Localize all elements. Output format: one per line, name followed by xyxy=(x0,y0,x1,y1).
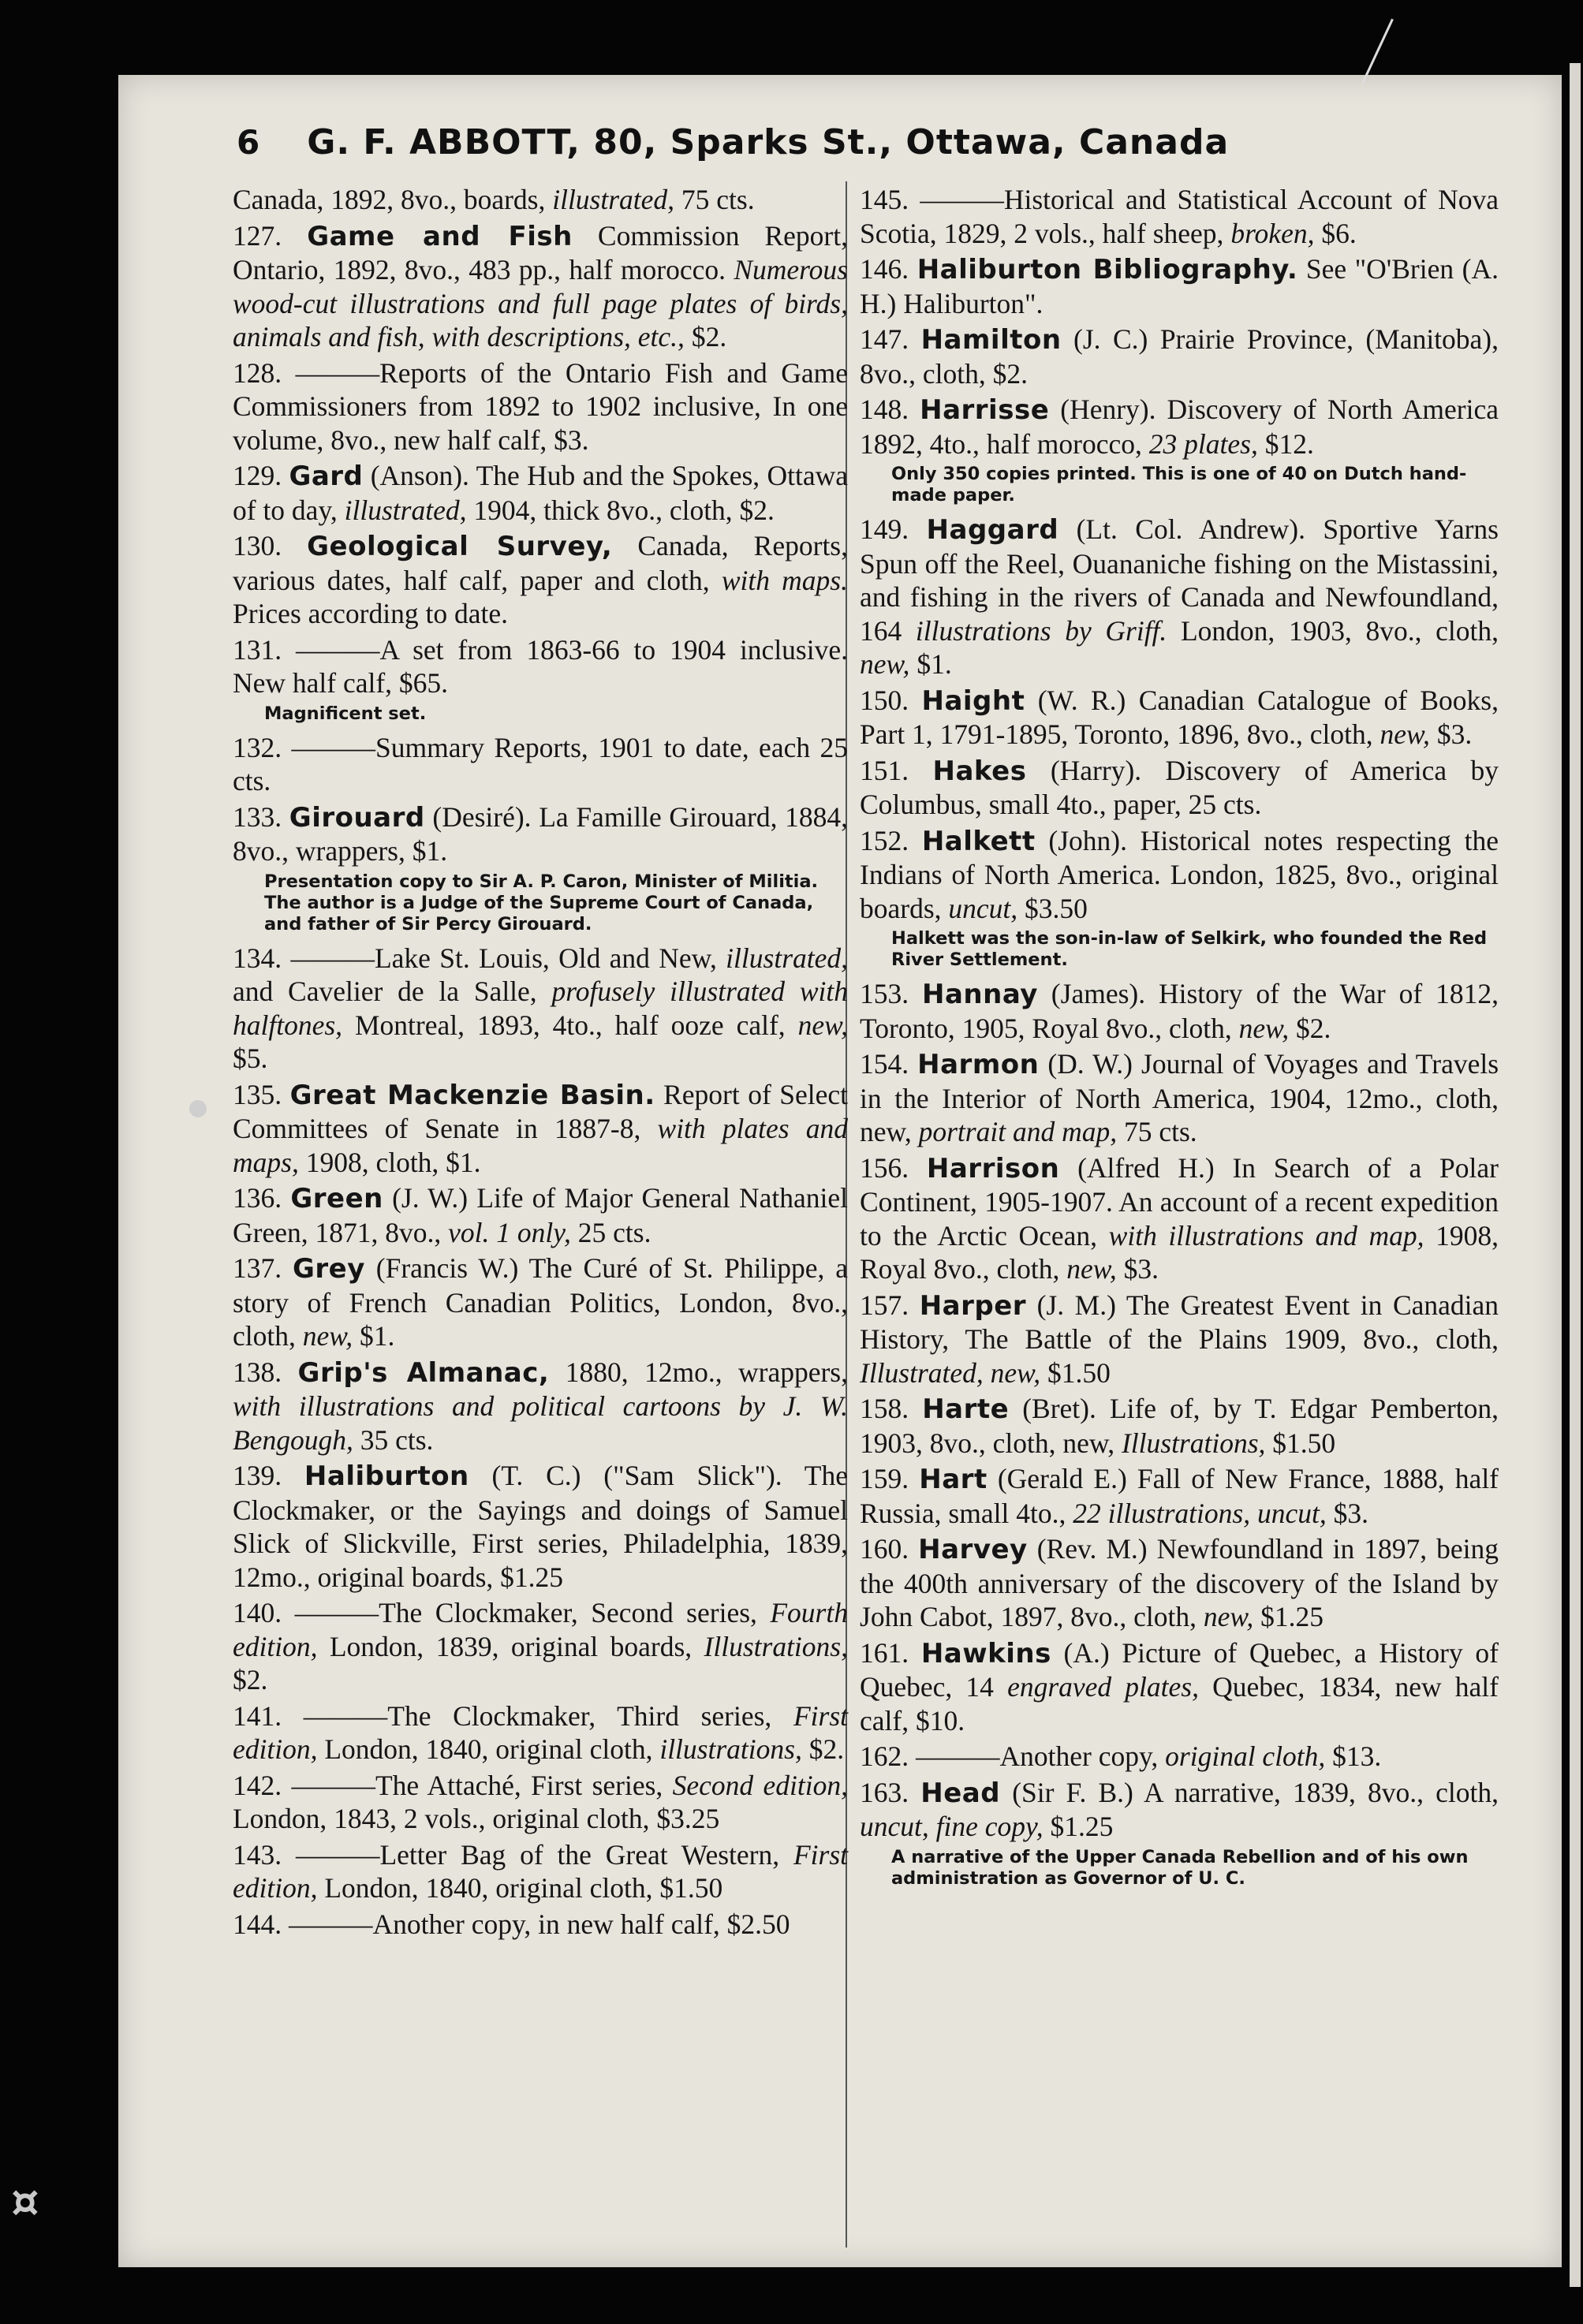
catalogue-entry xyxy=(233,459,848,527)
entry-italic: illustrated, xyxy=(552,184,675,215)
entry-text: (Anson). The Hub and the Spokes, Ottawa of to day, xyxy=(233,460,848,526)
entry-author: Grey xyxy=(293,1253,365,1285)
entry-italic: illustrated, xyxy=(726,942,848,974)
entry-text: 156. xyxy=(860,1151,927,1184)
entry-italic: Illustrations, xyxy=(704,1630,848,1662)
entry-text: $2. xyxy=(1289,1012,1331,1044)
entry-text: 35 cts. xyxy=(353,1423,434,1456)
entry-author: Hakes xyxy=(932,755,1027,787)
entry-author: Harmon xyxy=(917,1049,1040,1080)
entry-italic: broken, xyxy=(1230,217,1315,249)
catalogue-entry xyxy=(233,1769,848,1836)
entry-author: Green xyxy=(290,1183,383,1214)
catalogue-entry xyxy=(233,731,848,798)
catalogue-entry xyxy=(860,1462,1499,1530)
scan-mark xyxy=(1361,19,1394,84)
entry-text: 153. xyxy=(860,978,923,1009)
entry-text: Report of Select Committees of Senate in 1887-8, xyxy=(233,1078,848,1144)
entry-text: 163. xyxy=(860,1776,921,1808)
catalogue-entry xyxy=(860,824,1499,926)
entry-text: 162. ———Another copy, xyxy=(860,1740,1166,1772)
entry-italic: new, xyxy=(860,648,910,680)
catalogue-entry xyxy=(860,1532,1499,1634)
entry-text: 127. xyxy=(233,219,308,252)
entry-text: London, 1903, 8vo., cloth, xyxy=(1167,614,1499,647)
catalogue-entry xyxy=(233,1838,848,1905)
entry-italic: new, xyxy=(1203,1601,1254,1632)
entry-italic: illustrations by Griff. xyxy=(915,614,1167,647)
entry-text: $1.50 xyxy=(1040,1356,1111,1389)
entry-note: Presentation copy to Sir A. P. Caron, Minister of Militia. The author is a Judge of the Supreme Court of Canada, and father of Sir Percy Girouard. xyxy=(264,871,819,934)
entry-italic: First edition, xyxy=(233,1699,848,1765)
entry-author: Grip's Almanac, xyxy=(297,1356,550,1389)
catalogue-entry xyxy=(860,183,1499,250)
entry-text: London, 1839, original boards, xyxy=(317,1630,704,1662)
entry-text: (D. W.) Journal of Voyages and Travels in the Interior of North America, 1904, 12mo., cloth, new, xyxy=(860,1048,1499,1147)
entry-italic: with maps. xyxy=(721,564,848,596)
entry-text: Canada, 1892, 8vo., boards, xyxy=(233,184,553,215)
entry-text: 1904, thick 8vo., cloth, $2. xyxy=(466,494,775,526)
entry-text: 150. xyxy=(860,684,922,716)
entry-italic: original cloth, xyxy=(1165,1740,1326,1772)
entry-text: 146. xyxy=(860,253,917,285)
catalogue-entry xyxy=(233,633,848,700)
entry-italic: First edition, xyxy=(233,1838,848,1904)
right-column xyxy=(860,183,1499,1896)
entry-italic: Fourth edition, xyxy=(233,1597,848,1662)
entry-text: 1908, Royal 8vo., cloth, xyxy=(860,1219,1499,1285)
entry-text: 25 cts. xyxy=(570,1216,651,1248)
entry-text: (Lt. Col. Andrew). Sportive Yarns Spun off the Reel, Ouananiche fishing on the Mistassini, and fishing in the rivers of Canada and Newfoundland, 164 xyxy=(860,513,1499,647)
entry-text: $12. xyxy=(1257,427,1314,460)
entry-text: 140. ———The Clockmaker, Second series, xyxy=(233,1597,771,1628)
entry-text: Prices according to date. xyxy=(233,598,508,629)
entry-author: Harte xyxy=(922,1393,1010,1425)
entry-text: $5. xyxy=(233,1043,268,1074)
entry-italic: illustrated, xyxy=(344,494,467,526)
entry-text: $13. xyxy=(1325,1740,1382,1772)
entry-italic: profusely illustrated with halftones, xyxy=(233,975,848,1041)
entry-text: 138. xyxy=(233,1356,298,1388)
entry-text: (J. W.) Life of Major General Nathaniel Green, 1871, 8vo., xyxy=(233,1182,849,1248)
entry-italic: new, xyxy=(797,1009,848,1041)
entry-author: Haliburton xyxy=(304,1460,469,1492)
entry-italic: with illustrations and political cartoons by J. W. Bengough, xyxy=(233,1390,848,1456)
entry-author: Harvey xyxy=(918,1534,1028,1565)
entry-text: 1908, cloth, $1. xyxy=(298,1146,481,1178)
entry-author: Hannay xyxy=(922,979,1038,1010)
catalogue-entry xyxy=(233,1699,848,1766)
entry-text: (James). History of the War of 1812, Toronto, 1905, Royal 8vo., cloth, xyxy=(860,978,1499,1044)
entry-text: and Cavelier de la Salle, xyxy=(233,975,552,1007)
entry-author: Haight xyxy=(921,685,1025,717)
entry-note: Halkett was the son-in-law of Selkirk, who founded the Red River Settlement. xyxy=(891,928,1488,970)
page-header xyxy=(237,110,1372,173)
entry-text: 75 cts. xyxy=(674,184,755,215)
entry-text: 152. xyxy=(860,824,922,856)
entry-text: $1.25 xyxy=(1253,1601,1324,1632)
entry-author: Game and Fish xyxy=(307,220,573,252)
entry-text: (Rev. M.) Newfoundland in 1897, being the 400th anniversary of the discovery of the Island by John Cabot, 1897, 8vo., cloth, xyxy=(860,1533,1499,1632)
entry-text: 143. ———Letter Bag of the Great Western, xyxy=(233,1838,793,1871)
entry-italic: vol. 1 only, xyxy=(448,1216,571,1248)
entry-text: (Henry). Discovery of North America 1892, 4to., half morocco, xyxy=(860,394,1499,460)
entry-author: Harrisse xyxy=(920,394,1050,426)
entry-text: 135. xyxy=(233,1078,290,1110)
entry-text: $1.50 xyxy=(1265,1427,1336,1459)
entry-text: $2. xyxy=(684,321,727,353)
catalogue-entry xyxy=(233,1181,848,1249)
entry-text: (Harry). Discovery of America by Columbus, small 4to., paper, 25 cts. xyxy=(860,754,1499,820)
entry-text: (Alfred H.) In Search of a Polar Continent, 1905-1907. An account of a recent expedition to the Arctic Ocean, xyxy=(860,1151,1499,1252)
catalogue-entry xyxy=(233,800,848,868)
entry-author: Gard xyxy=(289,461,364,492)
entry-italic: Second edition, xyxy=(672,1769,849,1801)
catalogue-entry xyxy=(233,183,848,217)
entry-text: 139. xyxy=(233,1460,304,1491)
entry-text: Canada, Reports, various dates, half calf, paper and cloth, xyxy=(233,530,848,596)
entry-text: London, 1843, 2 vols., original cloth, $3.25 xyxy=(233,1803,720,1834)
entry-text: 130. xyxy=(233,530,308,561)
entry-text: 151. xyxy=(860,754,933,786)
entry-text: (Sir F. B.) A narrative, 1839, 8vo., cloth, xyxy=(1000,1776,1499,1808)
entry-text: 159. xyxy=(860,1463,920,1494)
entry-author: Geological Survey, xyxy=(307,531,613,562)
entry-text: 158. xyxy=(860,1393,923,1424)
entry-text: 149. xyxy=(860,513,927,545)
entry-italic: 23 plates, xyxy=(1148,427,1258,460)
catalogue-entry xyxy=(860,1151,1499,1286)
catalogue-entry xyxy=(233,219,848,354)
entry-text: (Desiré). La Famille Girouard, 1884, 8vo., wrappers, $1. xyxy=(233,800,848,867)
entry-italic: with illustrations and map, xyxy=(1108,1219,1424,1252)
entry-text: $3. xyxy=(1116,1253,1159,1285)
ink-blot xyxy=(189,1100,207,1117)
entry-italic: Illustrated, new, xyxy=(860,1356,1041,1389)
entry-text: London, 1840, original cloth, $1.50 xyxy=(317,1872,723,1904)
left-column xyxy=(233,183,848,1943)
entry-text: (Francis W.) The Curé of St. Philippe, a story of French Canadian Politics, London, 8vo., cloth, xyxy=(233,1252,849,1352)
catalogue-entry xyxy=(233,942,848,1076)
entry-author: Head xyxy=(920,1777,1001,1809)
entry-text: 136. xyxy=(233,1182,291,1214)
entry-italic: portrait and map, xyxy=(918,1116,1118,1147)
catalogue-entry xyxy=(860,1636,1499,1738)
entry-text: 144. ———Another copy, in new half calf, $2.50 xyxy=(233,1908,790,1940)
catalogue-entry xyxy=(233,1356,848,1457)
entry-text: (J. M.) The Greatest Event in Canadian History, The Battle of the Plains 1909, 8vo., cloth, xyxy=(860,1289,1499,1355)
catalogue-entry xyxy=(233,1252,848,1353)
entry-author: Haggard xyxy=(926,514,1059,546)
entry-text: 134. ———Lake St. Louis, Old and New, xyxy=(233,942,726,974)
entry-text: $1. xyxy=(909,648,952,680)
entry-text: 137. xyxy=(233,1252,293,1284)
entry-text: Quebec, 1834, new half calf, $10. xyxy=(860,1671,1499,1736)
entry-text: See "O'Brien (A. H.) Haliburton". xyxy=(860,253,1499,319)
catalogue-entry xyxy=(233,1596,848,1697)
next-page-edge xyxy=(1570,63,1581,2287)
catalogue-entry xyxy=(860,323,1499,390)
catalogue-entry xyxy=(860,977,1499,1045)
entry-author: Harper xyxy=(919,1289,1027,1322)
entry-text: 145. ———Historical and Statistical Account of Nova Scotia, 1829, 2 vols., half sheep, xyxy=(860,184,1499,249)
catalogue-entry xyxy=(860,252,1499,320)
catalogue-entry xyxy=(860,754,1499,822)
catalogue-entry xyxy=(860,684,1499,752)
entry-text: (Gerald E.) Fall of New France, 1888, half Russia, small 4to., xyxy=(860,1463,1499,1529)
entry-text: 1880, 12mo., wrappers, xyxy=(549,1356,848,1388)
catalogue-entry xyxy=(860,1740,1499,1774)
entry-text: London, 1840, original cloth, xyxy=(317,1733,660,1765)
entry-text: $2. xyxy=(233,1664,268,1695)
entry-text: 129. xyxy=(233,460,289,491)
entry-italic: new, xyxy=(1238,1012,1290,1044)
entry-text: 75 cts. xyxy=(1117,1116,1197,1147)
entry-note: Magnificent set. xyxy=(264,703,427,724)
entry-italic: uncut, xyxy=(948,892,1018,924)
entry-author: Girouard xyxy=(289,801,425,834)
catalogue-entry xyxy=(860,1776,1499,1844)
entry-italic: Illustrations, xyxy=(1121,1427,1266,1459)
entry-text: (John). Historical notes respecting the Indians of North America. London, 1825, 8vo., original boards, xyxy=(860,824,1499,924)
entry-note: Only 350 copies printed. This is one of 40 on Dutch hand-made paper. xyxy=(891,464,1467,505)
catalogue-entry xyxy=(860,393,1499,461)
entry-italic: new, xyxy=(302,1320,353,1352)
catalogue-entry xyxy=(233,1078,848,1180)
entry-text: (Bret). Life of, by T. Edgar Pemberton, 1903, 8vo., cloth, new, xyxy=(860,1393,1499,1459)
entry-text: $3. xyxy=(1429,718,1473,750)
entry-text: $1.25 xyxy=(1043,1811,1114,1842)
entry-text: 133. xyxy=(233,800,289,833)
entry-author: Haliburton Bibliography. xyxy=(917,254,1298,285)
entry-text: 141. ———The Clockmaker, Third series, xyxy=(233,1699,793,1732)
entry-text: (T. C.) ("Sam Slick"). The Clockmaker, or the Sayings and doings of Samuel Slick of Slickville, First series, Philadelphia, 1839, 12mo., original boards, $1.25 xyxy=(233,1460,848,1593)
entry-text: 147. xyxy=(860,323,921,355)
entry-italic: with plates and maps, xyxy=(233,1113,848,1178)
entry-text: $1. xyxy=(353,1320,395,1352)
entry-text: $3. xyxy=(1326,1497,1368,1529)
entry-author: Hawkins xyxy=(920,1637,1051,1669)
entry-italic: uncut, fine copy, xyxy=(860,1811,1044,1842)
entry-text: 154. xyxy=(860,1048,918,1080)
entry-text: 128. ———Reports of the Ontario Fish and Game Commissioners from 1892 to 1902 inclusive, In one volume, 8vo., new half calf, $3. xyxy=(233,356,848,456)
entry-text: (J. C.) Prairie Province, (Manitoba), 8vo., cloth, $2. xyxy=(860,323,1499,390)
entry-text: Commission Report, Ontario, 1892, 8vo., 483 pp., half morocco. xyxy=(233,219,848,285)
entry-italic: illustrations, xyxy=(659,1733,802,1765)
catalogue-entry xyxy=(860,1289,1499,1390)
entry-author: Halkett xyxy=(921,825,1036,857)
entry-text: $3.50 xyxy=(1017,892,1088,924)
catalogue-entry xyxy=(860,513,1499,681)
entry-italic: new, xyxy=(1066,1253,1117,1285)
catalogue-entry xyxy=(233,356,848,457)
entry-text: 131. ———A set from 1863-66 to 1904 inclusive. New half calf, $65. xyxy=(233,633,848,699)
entry-text: (A.) Picture of Quebec, a History of Quebec, 14 xyxy=(860,1636,1499,1703)
entry-text: 157. xyxy=(860,1289,920,1321)
page-heading: G. F. ABBOTT, 80, Sparks St., Ottawa, Canada xyxy=(307,121,1230,162)
entry-text: 161. xyxy=(860,1636,921,1669)
entry-text: (W. R.) Canadian Catalogue of Books, Part 1, 1791-1895, Toronto, 1896, 8vo., cloth, xyxy=(860,684,1499,750)
entry-italic: new, xyxy=(1380,718,1430,750)
entry-author: Great Mackenzie Basin. xyxy=(289,1079,655,1111)
entry-text: 148. xyxy=(860,394,920,425)
catalogue-entry xyxy=(233,529,848,631)
entry-text: 160. xyxy=(860,1533,919,1565)
scan-glyph-icon: ¤ xyxy=(11,2177,39,2228)
entry-author: Harrison xyxy=(926,1152,1060,1184)
entry-text: $6. xyxy=(1314,217,1357,249)
catalogue-entry xyxy=(860,1047,1499,1149)
catalogue-entry xyxy=(233,1459,848,1594)
entry-italic: Numerous wood-cut illustrations and full page plates of birds, animals and fish, with descriptions, etc., xyxy=(233,254,848,353)
entry-note: A narrative of the Upper Canada Rebellion and of his own administration as Governor of U. C. xyxy=(891,1846,1469,1889)
page-number: 6 xyxy=(237,122,260,162)
entry-text: $2. xyxy=(801,1733,845,1765)
entry-italic: engraved plates, xyxy=(1007,1671,1199,1703)
entry-text: Montreal, 1893, 4to., half ooze calf, xyxy=(342,1009,798,1041)
entry-italic: 22 illustrations, uncut, xyxy=(1073,1497,1327,1529)
entry-author: Hart xyxy=(919,1464,988,1495)
catalogue-entry xyxy=(860,1392,1499,1460)
catalogue-entry xyxy=(233,1908,848,1942)
entry-author: Hamilton xyxy=(920,324,1062,356)
entry-text: 132. ———Summary Reports, 1901 to date, each 25 cts. xyxy=(233,731,848,796)
entry-text: 142. ———The Attaché, First series, xyxy=(233,1769,673,1801)
